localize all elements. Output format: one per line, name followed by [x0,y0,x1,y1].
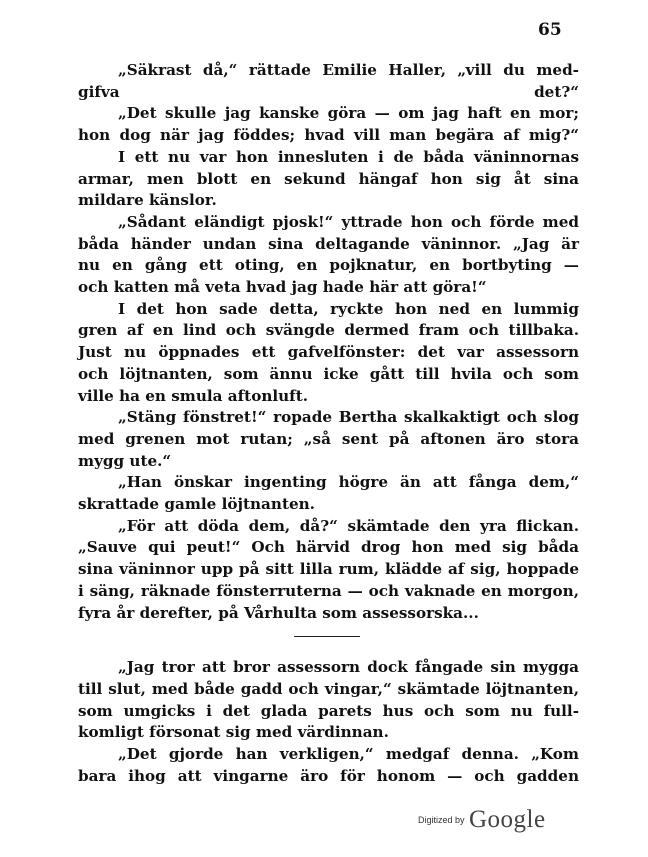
digitization-watermark [418,806,546,834]
text-line: Just nu öppnades ett gafvelfönster: det var assessorn [78,343,579,362]
text-line: gifva det?“ [78,82,579,101]
paragraph [78,744,579,787]
text-line: sina väninnor upp på sitt lilla rum, klädde af sig, hoppade [78,560,579,579]
text-line: „Jag tror att bror assessorn dock fångade sin mygga [118,658,579,677]
text-line: „Det skulle jag kanske göra — om jag haft en mor; [118,104,579,123]
text-line: som umgicks i det glada parets hus och som nu full- [78,701,579,720]
text-line: komligt försonat sig med värdinnan. [78,723,389,742]
text-line: armar, men blott en sekund hängaf hon sig åt sina [78,169,579,188]
paragraph [78,516,579,625]
text-line: „Sådant eländigt pjosk!“ yttrade hon och förde med [118,212,579,231]
text-line: nu en gång ett oting, en pojknatur, en bortbyting — [78,256,579,275]
text-line: med grenen mot rutan; „så sent på aftonen äro stora [78,429,579,448]
text-line: „Stäng fönstret!“ ropade Bertha skalkaktigt och slog [118,408,579,427]
text-line: bara ihog att vingarne äro för honom — och gadden [78,766,579,785]
text-line: „Det gjorde han verkligen,“ medgaf denna. „Kom [118,745,579,764]
text-line: i säng, räknade fönsterruterna — och vaknade en morgon, [78,581,579,600]
text-line: I det hon sade detta, ryckte hon ned en lummig [118,299,579,318]
text-line: till slut, med både gadd och vingar,“ skämtade löjtnanten, [78,679,579,698]
text-line: „Sauve qui peut!“ Och härvid drog hon med sig båda [78,538,579,557]
google-logo: Google [468,806,546,833]
text-line: „För att döda dem, då?“ skämtade den yra flickan. [118,516,579,535]
paragraph [78,472,579,515]
text-line: och löjtnanten, som ännu icke gått till hvila och som [78,364,579,383]
paragraph [78,407,579,472]
text-line: gren af en lind och svängde dermed fram och tillbaka. [78,321,579,340]
text-line: I ett nu var hon innesluten i de båda väninnornas [118,147,579,166]
text-line: ville ha en smula aftonluft. [78,386,309,405]
text-line: mygg ute.“ [78,451,172,470]
paragraph [78,212,579,299]
text-line: skrattade gamle löjtnanten. [78,495,315,514]
paragraph [78,657,579,744]
page-number: 65 [538,20,562,40]
section-divider [294,636,360,637]
text-line: fyra år derefter, på Vårhulta som assessorska... [78,603,479,622]
paragraph [78,103,579,146]
paragraph [78,147,579,212]
text-line: mildare känslor. [78,191,217,210]
paragraph [78,60,579,103]
digitized-by-label: Digitized by [418,815,465,825]
paragraph [78,299,579,408]
body-text [78,60,579,788]
text-line: hon dog när jag föddes; hvad vill man begära af mig?“ [78,126,579,145]
text-line: båda händer undan sina deltagande väninnor. „Jag är [78,234,579,253]
text-line: „Han önskar ingenting högre än att fånga dem,“ [118,473,579,492]
text-line: „Säkrast då,“ rättade Emilie Haller, „vill du med- [118,61,579,79]
text-line: och katten må veta hvad jag hade här att göra!“ [78,278,487,297]
